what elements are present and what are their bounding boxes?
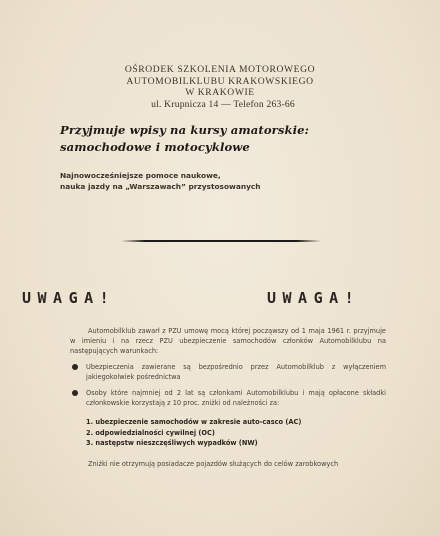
notice-body [70,326,386,455]
bullet-item [70,388,386,449]
discount-list [86,417,386,449]
notice-intro: Automobilklub zawarł z PZU umowę mocą której począwszy od 1 maja 1961 r. przyjmuje w imieniu i na rzecz PZU ubezpieczenie samochodów członków Automobilklubu na następujących warunkach: [70,327,386,355]
header-line-3: W KRAKOWIE [185,87,255,98]
notice-heading-right: UWAGA! [267,289,361,307]
bullet-text: Ubezpieczenia zawierane są bezpośrednio przez Automobilklub z wyłączeniem jakiegokolwiek pośrednictwa [86,363,386,381]
notice-heading-left: UWAGA! [22,289,116,307]
bullet-dot-icon [72,364,78,370]
bullet-item [70,362,386,382]
headline [60,122,400,156]
discount-item: 3. następstw nieszczęśliwych wypadków (NW) [86,439,258,447]
organization-header [0,64,440,110]
subline-line-2: nauka jazdy na „Warszawach” przystosowanych [60,181,261,191]
discount-item: 2. odpowiedzialności cywilnej (OC) [86,428,215,437]
subline-line-1: Najnowocześniejsze pomoce naukowe, [60,171,221,180]
headline-line-2: samochodowe i motocyklowe [60,140,250,154]
discount-item: 1. ubezpieczenie samochodów w zakresie auto-casco (AC) [86,418,302,426]
header-line-2: AUTOMOBILKLUBU KRAKOWSKIEGO [126,75,314,87]
divider-rule [121,240,321,242]
footer-note: Zniżki nie otrzymują posiadacze pojazdów służących do celów zarobkowych [88,460,339,468]
header-line-1: OŚRODEK SZKOLENIA MOTOROWEGO [124,64,316,75]
subline [60,171,400,192]
bullet-dot-icon [72,390,78,396]
bullet-text: Osoby które najmniej od 2 lat są członkami Automobilklubu i mają opłacone składki członkowskie korzystają z 10 proc. zniżki od należności za: [86,389,386,407]
header-address: ul. Krupnicza 14 — Telefon 263-66 [151,98,295,110]
headline-line-1: Przyjmuje wpisy na kursy amatorskie: [60,123,309,137]
